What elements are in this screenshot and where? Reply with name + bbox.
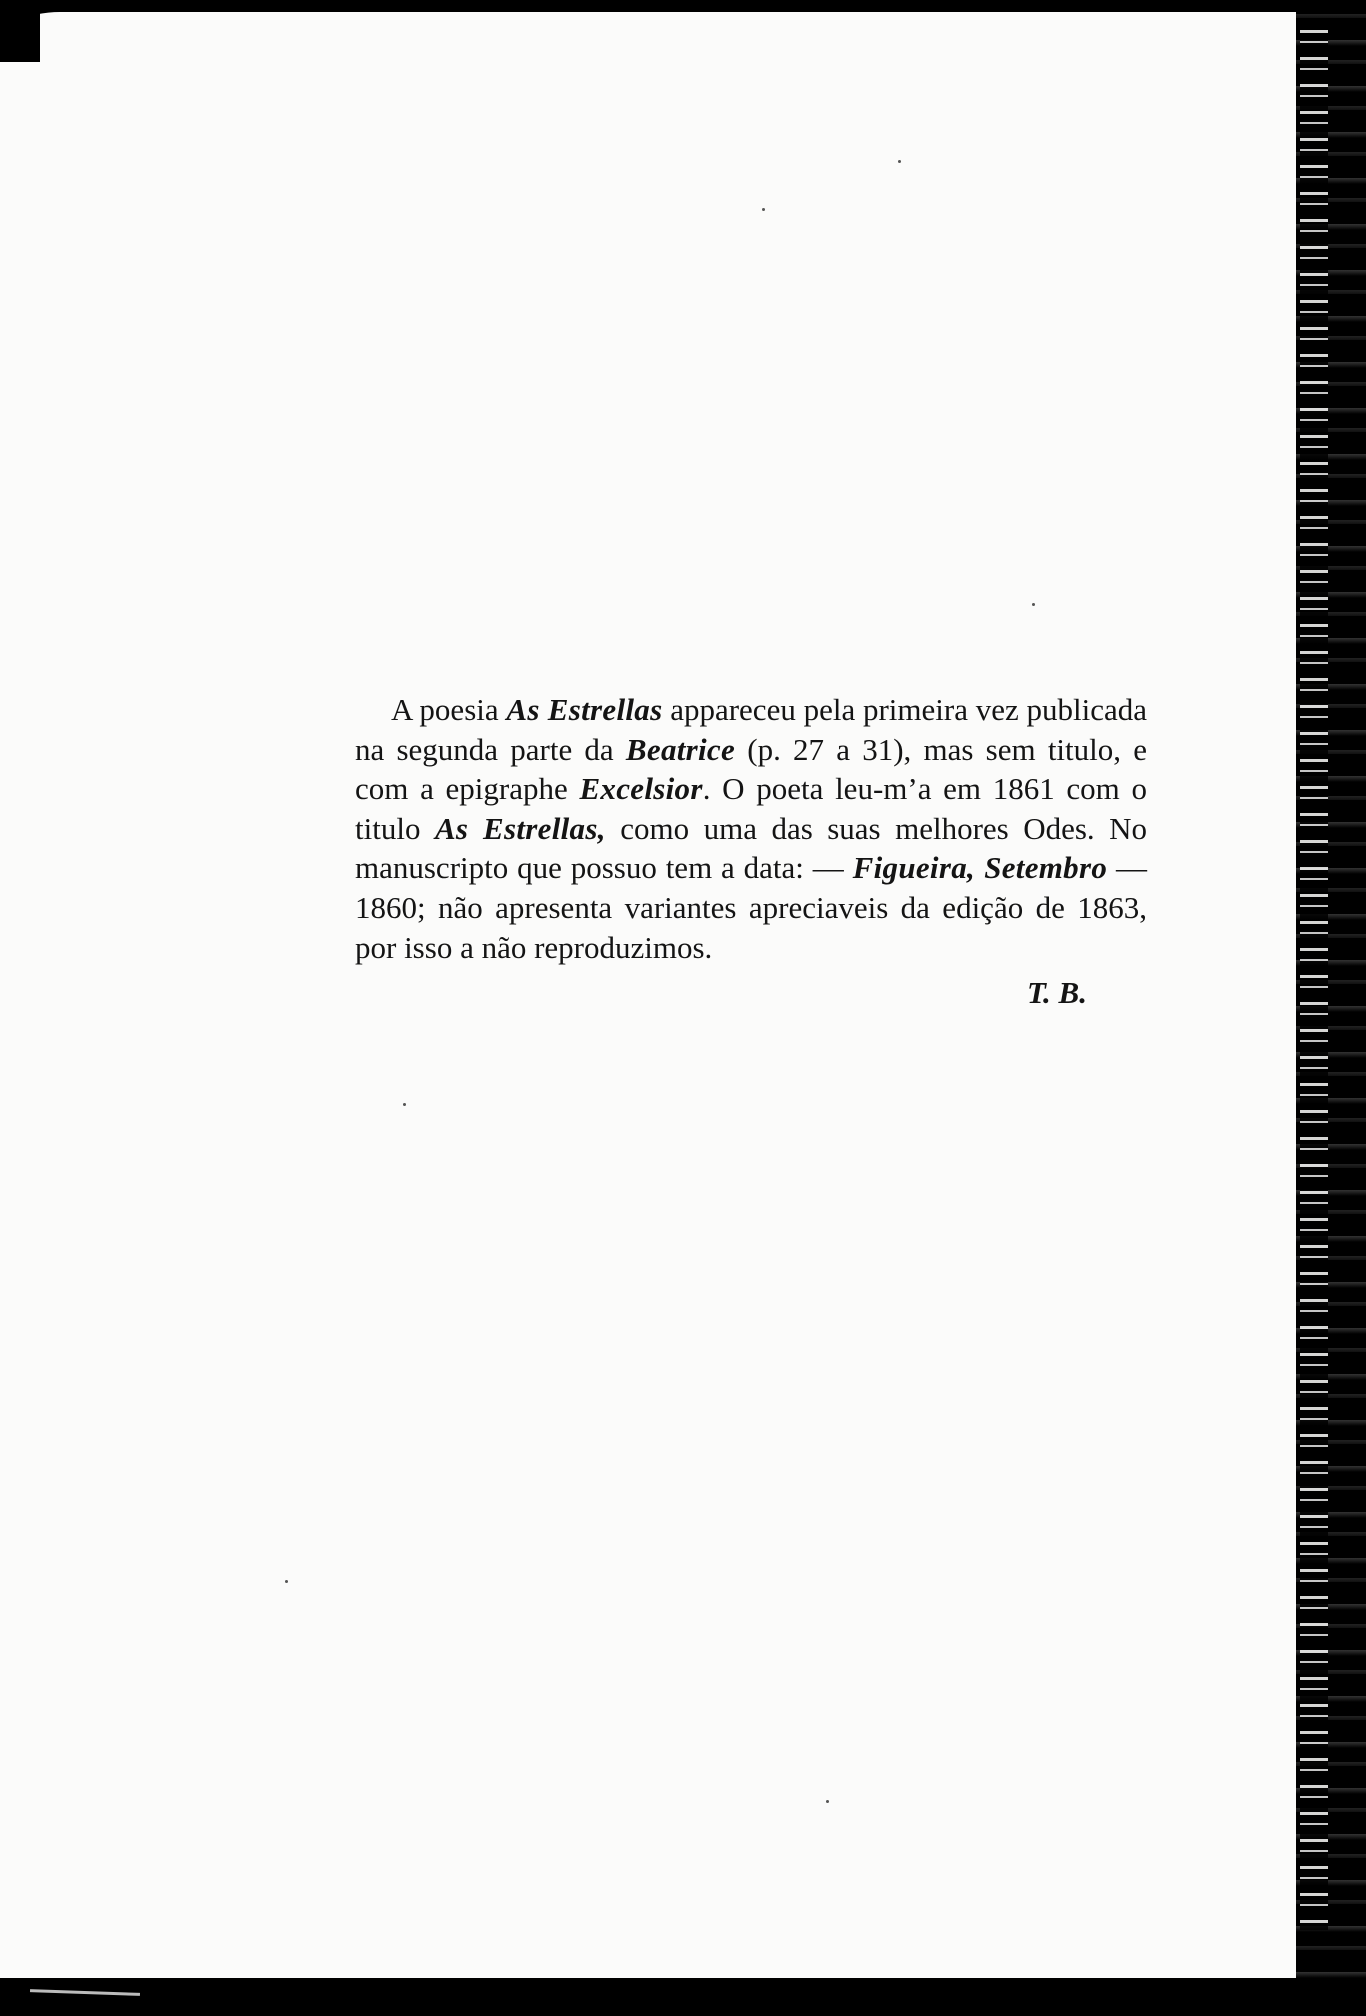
scan-speck (403, 1103, 406, 1106)
scan-speck (1032, 603, 1035, 606)
note-text: (p. 27 a 31), mas sem titulo, e com a epigraphe (355, 731, 1147, 807)
note-text: A poesia (391, 692, 507, 727)
note-text: . O poeta leu-m’a em 1861 com o titulo (355, 771, 1147, 846)
scan-speck (285, 1580, 288, 1583)
scan-speck (762, 208, 765, 211)
scan-speck (898, 160, 901, 163)
note-text: appareceu pela primeira vez publicada na segunda parte da (355, 692, 1147, 767)
scan-edge-speckle (1300, 30, 1328, 1930)
editorial-note (355, 690, 1147, 1013)
poem-title: As Estrellas, (434, 810, 606, 846)
scan-speck (826, 1800, 829, 1803)
scan-corner-shadow (0, 12, 40, 62)
book-title: Beatrice (625, 731, 736, 767)
note-text: como uma das suas melhores Odes. No manuscripto que possuo tem a data: — (355, 810, 1148, 886)
poem-title: As Estrellas (506, 692, 663, 727)
scan-bottom-edge (0, 1978, 1366, 2016)
place-date: Figueira, Setembro (852, 850, 1108, 886)
signature-initials: T. B. (1026, 975, 1087, 1011)
note-text: — 1860; não apresenta variantes apreciaveis da edição de 1863, por isso a não reproduzimos. (355, 850, 1148, 965)
note-paragraph (355, 690, 1147, 967)
epigraph-title: Excelsior (579, 771, 703, 807)
